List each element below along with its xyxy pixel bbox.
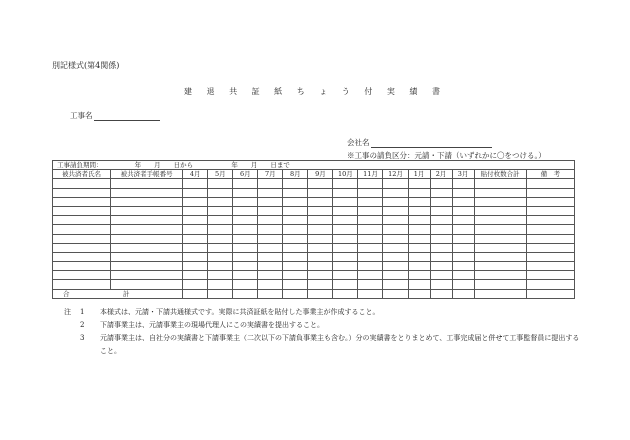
table-cell[interactable] xyxy=(474,188,526,197)
table-cell[interactable] xyxy=(233,188,258,197)
table-row xyxy=(53,243,575,252)
table-row xyxy=(53,280,575,289)
table-cell[interactable] xyxy=(258,216,283,225)
table-cell[interactable] xyxy=(258,206,283,215)
total-cell[interactable] xyxy=(283,289,308,298)
table-cell[interactable] xyxy=(358,262,383,271)
table-cell[interactable] xyxy=(258,234,283,243)
table-cell[interactable] xyxy=(183,216,208,225)
table-cell[interactable] xyxy=(111,216,183,225)
document-title: 建 退 共 証 紙 ち ょ う 付 実 績 書 xyxy=(184,87,446,96)
table-cell[interactable] xyxy=(208,197,233,206)
table-cell[interactable] xyxy=(526,197,574,206)
note-number: 2 xyxy=(80,321,85,329)
column-header: 被共済者手帳番号 xyxy=(111,170,183,179)
note-prefix xyxy=(64,319,80,332)
total-label-cell xyxy=(53,289,183,298)
column-header: 8月 xyxy=(283,170,308,179)
table-cell[interactable] xyxy=(208,271,233,280)
table-cell[interactable] xyxy=(526,280,574,289)
note-item xyxy=(64,332,584,358)
table-cell[interactable] xyxy=(358,225,383,234)
table-cell[interactable] xyxy=(383,179,408,188)
table-cell[interactable] xyxy=(208,252,233,261)
table-cell[interactable] xyxy=(474,252,526,261)
table-cell[interactable] xyxy=(258,262,283,271)
table-row xyxy=(53,216,575,225)
table-cell[interactable] xyxy=(53,262,111,271)
table-cell[interactable] xyxy=(53,188,111,197)
table-cell[interactable] xyxy=(526,225,574,234)
table-cell[interactable] xyxy=(233,243,258,252)
table-cell[interactable] xyxy=(358,280,383,289)
table-cell[interactable] xyxy=(526,206,574,215)
table-cell[interactable] xyxy=(383,252,408,261)
table-cell[interactable] xyxy=(283,271,308,280)
table-cell[interactable] xyxy=(233,280,258,289)
table-cell[interactable] xyxy=(452,197,474,206)
table-row xyxy=(53,271,575,280)
table-row xyxy=(53,234,575,243)
table-cell[interactable] xyxy=(526,271,574,280)
table-cell[interactable] xyxy=(233,197,258,206)
table-cell[interactable] xyxy=(283,262,308,271)
table-cell[interactable] xyxy=(358,179,383,188)
table-cell[interactable] xyxy=(430,216,452,225)
table-cell[interactable] xyxy=(183,197,208,206)
table-cell[interactable] xyxy=(111,271,183,280)
table-cell[interactable] xyxy=(233,262,258,271)
total-cell[interactable] xyxy=(333,289,358,298)
table-cell[interactable] xyxy=(383,262,408,271)
note-text: 本様式は、元請・下請共通様式です。実際に共済証紙を貼付した事業主が作成すること。 xyxy=(100,308,380,316)
table-cell[interactable] xyxy=(111,188,183,197)
table-cell[interactable] xyxy=(308,197,333,206)
table-cell[interactable] xyxy=(208,243,233,252)
table-cell[interactable] xyxy=(430,271,452,280)
table-cell[interactable] xyxy=(474,262,526,271)
job-name-underline[interactable] xyxy=(94,111,160,121)
table-cell[interactable] xyxy=(408,197,430,206)
table-cell[interactable] xyxy=(333,262,358,271)
table-cell[interactable] xyxy=(111,179,183,188)
total-cell[interactable] xyxy=(383,289,408,298)
table-cell[interactable] xyxy=(452,252,474,261)
table-cell[interactable] xyxy=(233,216,258,225)
table-cell[interactable] xyxy=(208,206,233,215)
table-cell[interactable] xyxy=(53,197,111,206)
table-row xyxy=(53,262,575,271)
table-cell[interactable] xyxy=(452,225,474,234)
table-cell[interactable] xyxy=(258,197,283,206)
table-cell[interactable] xyxy=(283,280,308,289)
table-cell[interactable] xyxy=(111,206,183,215)
column-header: 2月 xyxy=(430,170,452,179)
column-header: 3月 xyxy=(452,170,474,179)
table-cell[interactable] xyxy=(308,179,333,188)
table-cell[interactable] xyxy=(383,225,408,234)
table-cell[interactable] xyxy=(333,206,358,215)
table-cell[interactable] xyxy=(474,206,526,215)
table-cell[interactable] xyxy=(430,234,452,243)
table-cell[interactable] xyxy=(452,206,474,215)
table-cell[interactable] xyxy=(333,179,358,188)
table-row xyxy=(53,206,575,215)
table-cell[interactable] xyxy=(183,271,208,280)
table-cell[interactable] xyxy=(258,271,283,280)
total-cell[interactable] xyxy=(233,289,258,298)
note-number: 1 xyxy=(80,308,85,316)
period-row xyxy=(53,161,575,170)
table-cell[interactable] xyxy=(358,271,383,280)
table-cell[interactable] xyxy=(208,225,233,234)
table-cell[interactable] xyxy=(526,188,574,197)
table-cell[interactable] xyxy=(474,216,526,225)
table-cell[interactable] xyxy=(283,179,308,188)
period-label: 工事請負期間： xyxy=(57,161,103,170)
table-cell[interactable] xyxy=(233,225,258,234)
period-to: 年 月 日まで xyxy=(231,161,290,170)
table-cell[interactable] xyxy=(183,243,208,252)
table-cell[interactable] xyxy=(183,252,208,261)
table-cell[interactable] xyxy=(333,216,358,225)
total-cell[interactable] xyxy=(258,289,283,298)
table-cell[interactable] xyxy=(308,280,333,289)
table-cell[interactable] xyxy=(283,234,308,243)
table-cell[interactable] xyxy=(258,252,283,261)
column-header: 5月 xyxy=(208,170,233,179)
table-cell[interactable] xyxy=(383,234,408,243)
table-cell[interactable] xyxy=(526,262,574,271)
table-cell[interactable] xyxy=(408,271,430,280)
table-cell[interactable] xyxy=(208,280,233,289)
table-cell[interactable] xyxy=(111,197,183,206)
total-label-right: 計 xyxy=(123,289,130,298)
header-row xyxy=(53,170,575,179)
table-cell[interactable] xyxy=(308,234,333,243)
table-cell[interactable] xyxy=(308,206,333,215)
table-row xyxy=(53,188,575,197)
table-cell[interactable] xyxy=(452,188,474,197)
record-table xyxy=(52,160,575,299)
table-cell[interactable] xyxy=(408,188,430,197)
column-header: 10月 xyxy=(333,170,358,179)
table-cell[interactable] xyxy=(53,280,111,289)
table-cell[interactable] xyxy=(283,243,308,252)
table-cell[interactable] xyxy=(358,197,383,206)
period-from: 年 月 日から xyxy=(134,161,194,170)
table-cell[interactable] xyxy=(111,234,183,243)
total-cell[interactable] xyxy=(358,289,383,298)
table-cell[interactable] xyxy=(183,188,208,197)
contract-type-note: ※工事の請負区分：元請・下請（いずれかに〇をつける。） xyxy=(347,151,546,160)
table-cell[interactable] xyxy=(383,216,408,225)
table-cell[interactable] xyxy=(526,243,574,252)
table-cell[interactable] xyxy=(208,262,233,271)
table-cell[interactable] xyxy=(183,206,208,215)
table-cell[interactable] xyxy=(283,225,308,234)
table-cell[interactable] xyxy=(208,188,233,197)
total-cell[interactable] xyxy=(408,289,430,298)
table-cell[interactable] xyxy=(383,197,408,206)
table-cell[interactable] xyxy=(111,262,183,271)
table-cell[interactable] xyxy=(383,280,408,289)
table-cell[interactable] xyxy=(333,188,358,197)
column-header: 12月 xyxy=(383,170,408,179)
table-cell[interactable] xyxy=(183,234,208,243)
table-cell[interactable] xyxy=(183,179,208,188)
table-cell[interactable] xyxy=(308,225,333,234)
table-cell[interactable] xyxy=(208,234,233,243)
table-cell[interactable] xyxy=(474,179,526,188)
table-cell[interactable] xyxy=(383,271,408,280)
column-header: 4月 xyxy=(183,170,208,179)
table-cell[interactable] xyxy=(111,243,183,252)
table-cell[interactable] xyxy=(383,188,408,197)
table-cell[interactable] xyxy=(474,225,526,234)
table-cell[interactable] xyxy=(258,280,283,289)
table-cell[interactable] xyxy=(358,252,383,261)
table-cell[interactable] xyxy=(430,197,452,206)
total-cell[interactable] xyxy=(474,289,526,298)
table-cell[interactable] xyxy=(358,243,383,252)
table-cell[interactable] xyxy=(333,243,358,252)
table-cell[interactable] xyxy=(452,262,474,271)
table-cell[interactable] xyxy=(183,225,208,234)
table-cell[interactable] xyxy=(526,252,574,261)
table-cell[interactable] xyxy=(430,225,452,234)
table-cell[interactable] xyxy=(183,262,208,271)
table-cell[interactable] xyxy=(283,252,308,261)
table-cell[interactable] xyxy=(333,197,358,206)
table-cell[interactable] xyxy=(333,225,358,234)
table-cell[interactable] xyxy=(308,252,333,261)
table-cell[interactable] xyxy=(53,243,111,252)
table-cell[interactable] xyxy=(430,262,452,271)
column-header: 備 考 xyxy=(526,170,574,179)
company-name-label: 会社名 xyxy=(347,138,370,147)
column-header: 被共済者氏名 xyxy=(53,170,111,179)
table-cell[interactable] xyxy=(308,271,333,280)
job-name-label: 工事名 xyxy=(70,111,93,120)
table-cell[interactable] xyxy=(452,280,474,289)
table-cell[interactable] xyxy=(452,243,474,252)
table-cell[interactable] xyxy=(408,216,430,225)
total-cell[interactable] xyxy=(183,289,208,298)
table-cell[interactable] xyxy=(53,234,111,243)
table-cell[interactable] xyxy=(258,243,283,252)
table-row xyxy=(53,252,575,261)
total-label-left: 合 xyxy=(63,289,70,298)
total-cell[interactable] xyxy=(308,289,333,298)
column-header: 6月 xyxy=(233,170,258,179)
table-cell[interactable] xyxy=(283,188,308,197)
company-name-field[interactable] xyxy=(347,137,492,148)
table-cell[interactable] xyxy=(408,262,430,271)
total-cell[interactable] xyxy=(208,289,233,298)
table-cell[interactable] xyxy=(474,271,526,280)
table-cell[interactable] xyxy=(430,252,452,261)
table-cell[interactable] xyxy=(258,225,283,234)
table-cell[interactable] xyxy=(358,234,383,243)
table-cell[interactable] xyxy=(358,206,383,215)
total-row xyxy=(53,289,575,298)
table-cell[interactable] xyxy=(111,225,183,234)
table-cell[interactable] xyxy=(233,271,258,280)
table-cell[interactable] xyxy=(53,225,111,234)
table-cell[interactable] xyxy=(408,225,430,234)
company-name-underline[interactable] xyxy=(371,138,492,148)
table-cell[interactable] xyxy=(474,234,526,243)
table-cell[interactable] xyxy=(408,179,430,188)
table-cell[interactable] xyxy=(430,179,452,188)
table-cell[interactable] xyxy=(474,197,526,206)
table-cell[interactable] xyxy=(308,216,333,225)
table-cell[interactable] xyxy=(408,206,430,215)
table-cell[interactable] xyxy=(430,243,452,252)
note-item xyxy=(64,306,584,319)
table-cell[interactable] xyxy=(408,234,430,243)
table-cell[interactable] xyxy=(53,179,111,188)
column-header: 9月 xyxy=(308,170,333,179)
note-number: 3 xyxy=(80,334,85,342)
table-cell[interactable] xyxy=(111,280,183,289)
table-cell[interactable] xyxy=(452,271,474,280)
job-name-field[interactable] xyxy=(70,110,160,121)
table-cell[interactable] xyxy=(358,188,383,197)
table-cell[interactable] xyxy=(474,243,526,252)
table-cell[interactable] xyxy=(383,206,408,215)
table-cell[interactable] xyxy=(408,280,430,289)
note-prefix xyxy=(64,332,80,358)
table-cell[interactable] xyxy=(526,234,574,243)
table-row xyxy=(53,197,575,206)
column-header: 7月 xyxy=(258,170,283,179)
table-cell[interactable] xyxy=(208,216,233,225)
note-prefix: 注 xyxy=(64,308,71,316)
table-cell[interactable] xyxy=(283,216,308,225)
table-cell[interactable] xyxy=(430,188,452,197)
table-cell[interactable] xyxy=(233,234,258,243)
table-cell[interactable] xyxy=(452,234,474,243)
note-item xyxy=(64,319,584,332)
table-row xyxy=(53,179,575,188)
period-cell[interactable] xyxy=(53,161,575,170)
table-cell[interactable] xyxy=(283,197,308,206)
note-text: 元請事業主は、自社分の実績書と下請事業主（二次以下の下請負事業主も含む。）分の実績書をとりまとめて、工事完成届と併せて工事監督員に提出すること。 xyxy=(100,334,580,355)
table-cell[interactable] xyxy=(452,179,474,188)
table-cell[interactable] xyxy=(430,280,452,289)
table-cell[interactable] xyxy=(526,216,574,225)
total-cell[interactable] xyxy=(452,289,474,298)
table-cell[interactable] xyxy=(308,243,333,252)
table-cell[interactable] xyxy=(408,252,430,261)
table-cell[interactable] xyxy=(53,216,111,225)
form-identifier: 別記様式(第4関係) xyxy=(52,61,120,70)
table-cell[interactable] xyxy=(333,234,358,243)
table-cell[interactable] xyxy=(258,179,283,188)
table-cell[interactable] xyxy=(53,271,111,280)
table-cell[interactable] xyxy=(308,262,333,271)
total-cell[interactable] xyxy=(526,289,574,298)
note-text: 下請事業主は、元請事業主の現場代理人にこの実績書を提出すること。 xyxy=(100,321,324,329)
table-cell[interactable] xyxy=(452,216,474,225)
notes-section xyxy=(64,306,584,358)
table-cell[interactable] xyxy=(258,188,283,197)
table-cell[interactable] xyxy=(53,252,111,261)
table-cell[interactable] xyxy=(233,252,258,261)
table-cell[interactable] xyxy=(383,243,408,252)
total-cell[interactable] xyxy=(430,289,452,298)
table-cell[interactable] xyxy=(333,252,358,261)
table-cell[interactable] xyxy=(474,280,526,289)
table-cell[interactable] xyxy=(308,188,333,197)
table-cell[interactable] xyxy=(208,179,233,188)
column-header: 貼付枚数合計 xyxy=(474,170,526,179)
table-cell[interactable] xyxy=(53,206,111,215)
table-cell[interactable] xyxy=(333,280,358,289)
table-cell[interactable] xyxy=(283,206,308,215)
column-header: 11月 xyxy=(358,170,383,179)
table-cell[interactable] xyxy=(358,216,383,225)
table-cell[interactable] xyxy=(526,179,574,188)
table-row xyxy=(53,225,575,234)
table-cell[interactable] xyxy=(233,206,258,215)
column-header: 1月 xyxy=(408,170,430,179)
table-cell[interactable] xyxy=(233,179,258,188)
table-cell[interactable] xyxy=(183,280,208,289)
table-cell[interactable] xyxy=(111,252,183,261)
table-cell[interactable] xyxy=(408,243,430,252)
table-cell[interactable] xyxy=(430,206,452,215)
table-cell[interactable] xyxy=(333,271,358,280)
